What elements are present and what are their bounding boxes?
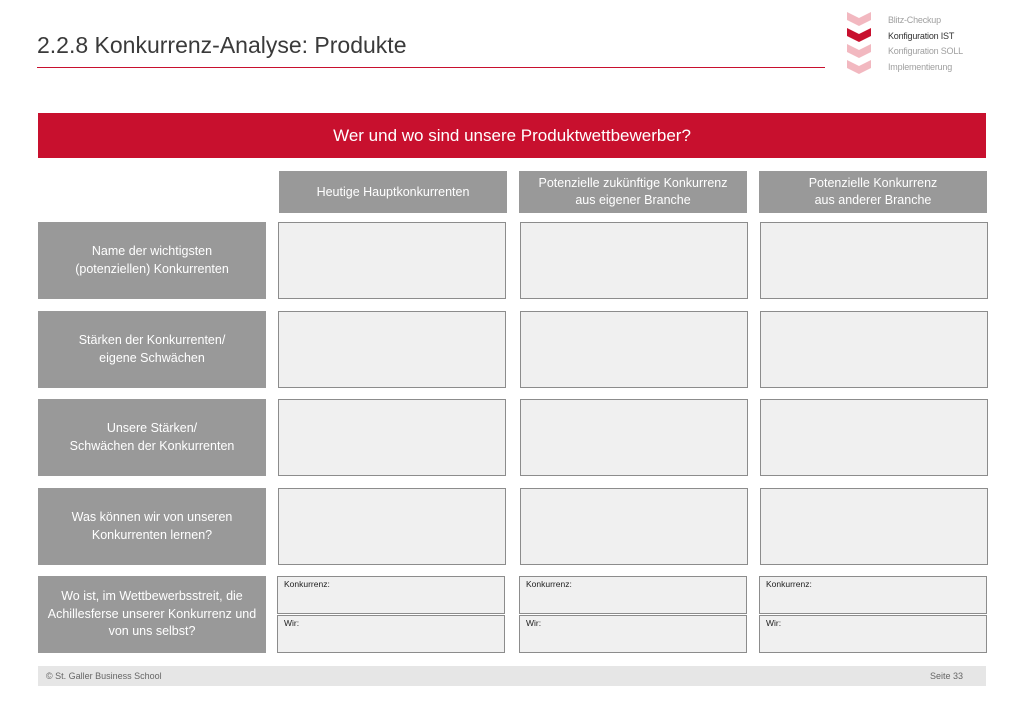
- question-banner: [38, 113, 986, 158]
- input-cell-konkurrenz-c3[interactable]: [759, 576, 987, 614]
- row-header-unsere-staerken: Unsere Stärken/ Schwächen der Konkurrenten: [38, 399, 266, 476]
- input-cell-r1-c1[interactable]: [278, 222, 506, 299]
- input-cell-r4-c3[interactable]: [760, 488, 988, 565]
- chevron-icon: [847, 12, 871, 26]
- input-cell-r2-c2[interactable]: [520, 311, 748, 388]
- column-header-andere-branche: Potenzielle Konkurrenz aus anderer Branche: [759, 171, 987, 213]
- nav-item-implementierung[interactable]: Implementierung: [888, 61, 953, 72]
- row-header-namen: Name der wichtigsten (potenziellen) Konkurrenten: [38, 222, 266, 299]
- title-divider: [37, 67, 825, 68]
- chevron-icon: [847, 60, 871, 74]
- input-cell-r3-c2[interactable]: [520, 399, 748, 476]
- wir-label: Wir:: [526, 618, 542, 628]
- progress-chevrons-icon: [844, 10, 874, 76]
- input-cell-r4-c2[interactable]: [520, 488, 748, 565]
- progress-nav: [888, 13, 963, 75]
- wir-label: Wir:: [284, 618, 300, 628]
- footer-bar: [38, 666, 986, 686]
- nav-item-blitz-checkup[interactable]: Blitz-Checkup: [888, 15, 941, 25]
- input-cell-wir-c3[interactable]: [759, 615, 987, 653]
- nav-item-konfiguration-ist[interactable]: Konfiguration IST: [888, 30, 955, 41]
- row-header-achillesferse: Wo ist, im Wettbewerbsstreit, die Achillesferse unserer Konkurrenz und von uns selbst?: [38, 576, 266, 653]
- input-cell-r1-c3[interactable]: [760, 222, 988, 299]
- page-number: Seite 33: [929, 671, 963, 681]
- input-cell-wir-c2[interactable]: [519, 615, 747, 653]
- input-cell-r2-c3[interactable]: [760, 311, 988, 388]
- input-cell-wir-c1[interactable]: [277, 615, 505, 653]
- copyright-text: © St. Galler Business School: [46, 671, 162, 681]
- question-text: Wer und wo sind unsere Produktwettbewerber?: [333, 125, 691, 145]
- row-header-lernen: Was können wir von unseren Konkurrenten lernen?: [38, 488, 266, 565]
- input-cell-r2-c1[interactable]: [278, 311, 506, 388]
- konkurrenz-label: Konkurrenz:: [766, 579, 812, 589]
- nav-item-konfiguration-soll[interactable]: Konfiguration SOLL: [888, 46, 963, 56]
- page-title: 2.2.8 Konkurrenz-Analyse: Produkte: [37, 32, 407, 58]
- column-header-eigene-branche: Potenzielle zukünftige Konkurrenz aus eigener Branche: [519, 171, 747, 213]
- input-cell-r3-c1[interactable]: [278, 399, 506, 476]
- chevron-icon: [847, 44, 871, 58]
- konkurrenz-label: Konkurrenz:: [284, 579, 330, 589]
- konkurrenz-label: Konkurrenz:: [526, 579, 572, 589]
- wir-label: Wir:: [766, 618, 782, 628]
- input-cell-konkurrenz-c1[interactable]: [277, 576, 505, 614]
- input-cell-r4-c1[interactable]: [278, 488, 506, 565]
- column-header-heutige: Heutige Hauptkonkurrenten: [279, 171, 507, 213]
- chevron-icon: [847, 28, 871, 42]
- input-cell-konkurrenz-c2[interactable]: [519, 576, 747, 614]
- input-cell-r3-c3[interactable]: [760, 399, 988, 476]
- input-cell-r1-c2[interactable]: [520, 222, 748, 299]
- row-header-staerken-konkurrenten: Stärken der Konkurrenten/ eigene Schwächen: [38, 311, 266, 388]
